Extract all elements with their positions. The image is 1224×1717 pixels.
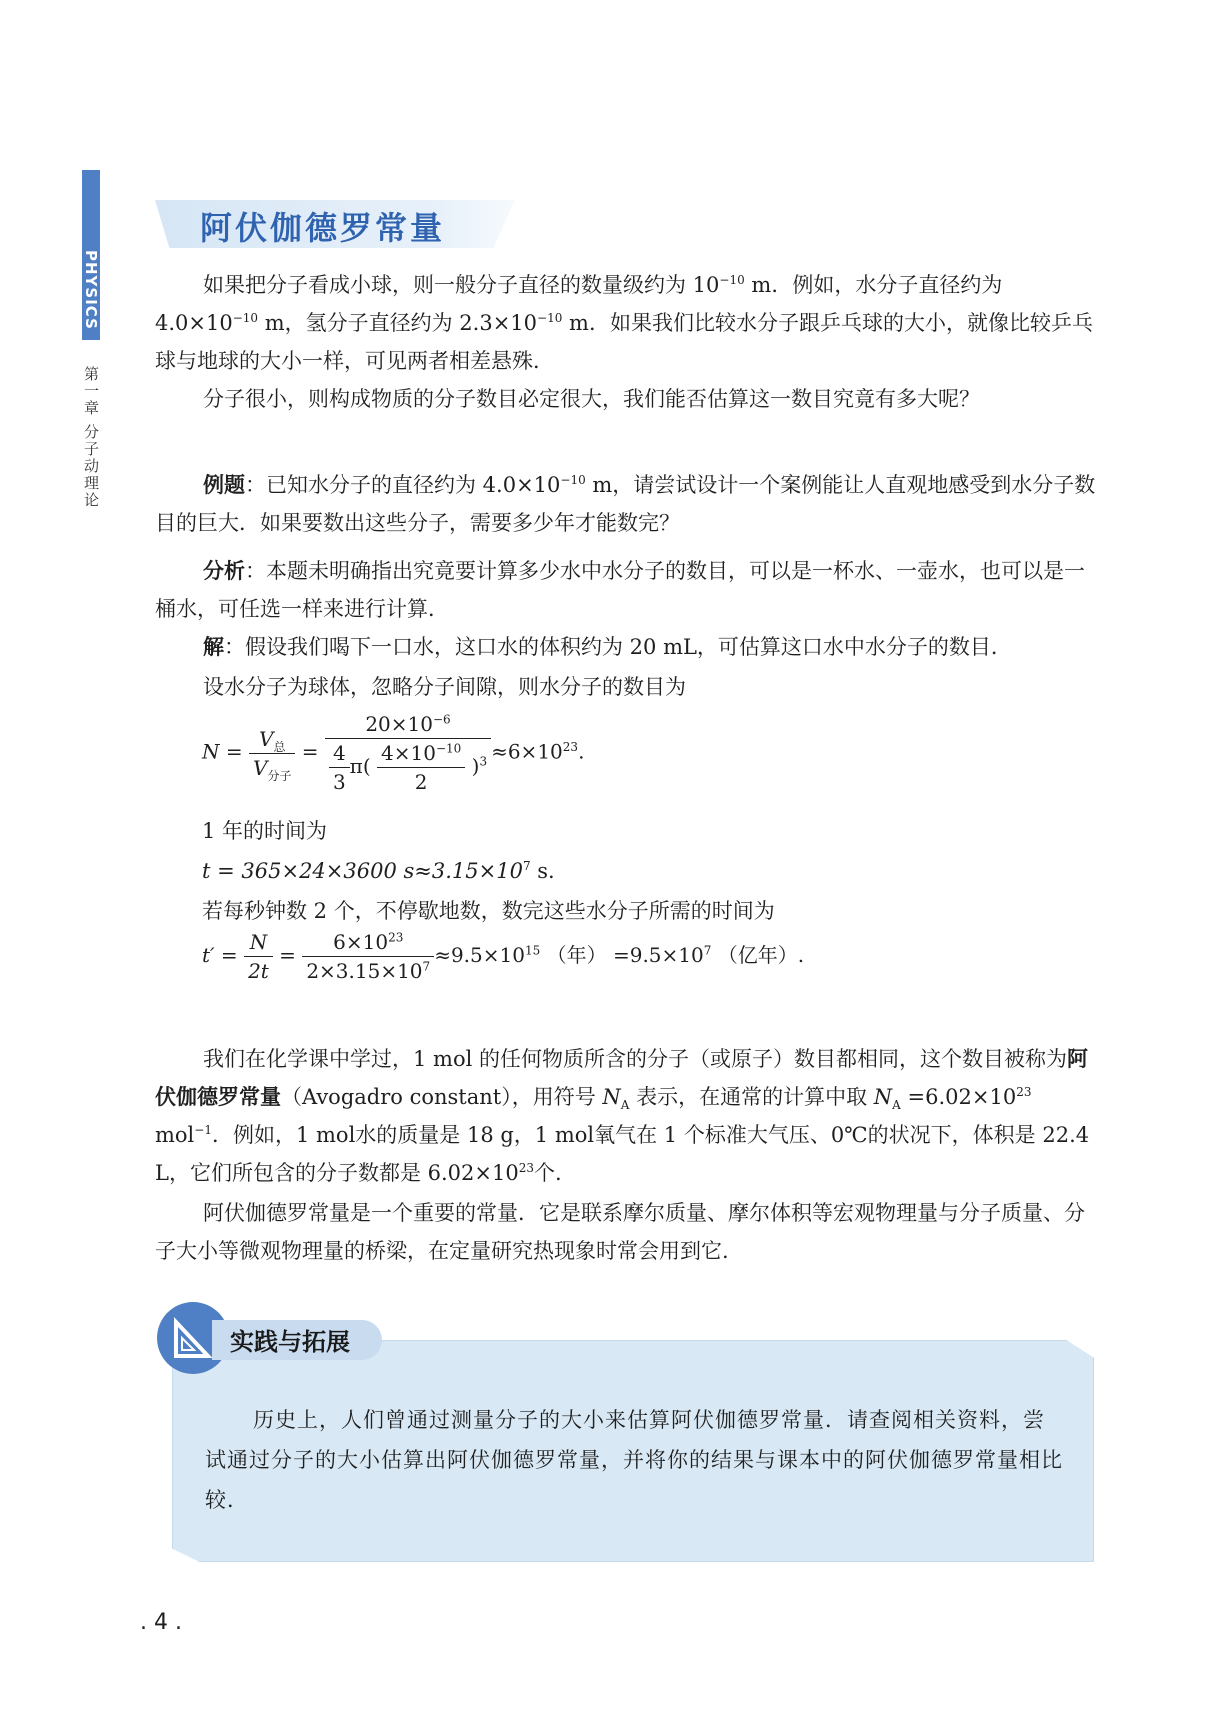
example-analysis: 分析：本题未明确指出究竟要计算多少水中水分子的数目，可以是一杯水、一壶水，也可以是一桶水，可任选一样来进行计算． [155,559,1085,621]
analysis-label: 分析 [203,559,245,583]
example-label: 例题 [203,473,245,497]
intro-paragraph-1: 如果把分子看成小球，则一般分子直径的数量级约为 $10^{-10}$ m．例如，水分子直径约为 $4.0\times 10^{-10}$ m，氢分子直径约为 $2.3\times 10^{-10}$ m．如果我们比较水分子跟乒乓球的大小，就像比较乒乓球与地球的大小一样，可见两者相差悬殊． [155,273,1093,373]
sidebar-brand: PHYSICS [82,250,100,330]
intro-paragraph-2: 分子很小，则构成物质的分子数目必定很大，我们能否估算这一数目究竟有多大呢？ [203,387,980,411]
example-solution-1: 解：假设我们喝下一口水，这口水的体积约为 20 mL，可估算这口水中水分子的数目． [203,635,1012,659]
practice-label: 实践与拓展 [230,1328,350,1356]
solution-label: 解 [203,635,224,659]
avogadro-paragraph-1: 我们在化学课中学过，1 mol 的任何物质所含的分子（或原子）数目都相同，这个数目被称为阿伏伽德罗常量（Avogadro constant），用符号 $N_A$ 表示，在通常的计算中取 $N_A =6.02\times 10^{23}$ mol$^{-1}$．例如，1 mol水的质量是 18 g，1 mol氧气在 1 个标准大气压、0℃的状况下，体积是 22.4 L，它们所包含的分子数都是 $6.02\times 10^{23}$个. [155,1047,1090,1185]
practice-text: 历史上，人们曾通过测量分子的大小来估算阿伏伽德罗常量．请查阅相关资料，尝试通过分子的大小估算出阿伏伽德罗常量，并将你的结果与课本中的阿伏伽德罗常量相比较． [205,1408,1063,1512]
triangle-ruler-icon [170,1316,214,1360]
avogadro-paragraph-2: 阿伏伽德罗常量是一个重要的常量．它是联系摩尔质量、摩尔体积等宏观物理量与分子质量、分子大小等微观物理量的桥梁，在定量研究热现象时常会用到它. [155,1201,1085,1263]
example-solution-2: 设水分子为球体，忽略分子间隙，则水分子的数目为 [203,675,686,699]
chapter-label: 第一章 分子动理论 [82,366,100,509]
page-number: . 4 . [140,1610,182,1635]
equation-one-year: t = 365×24×3600 $s\approx 3.15\times 10^7$ s. [202,859,555,883]
equation-molecule-count: N = $\frac{V_总}{V_{分子}}$ = $20\times 10^{-6}$ $\frac{4}{3}$ π( $\frac{4\times 10^{-10}}{2}$ )$^3$ $\approx 6\times 10^{23}$. [202,712,585,794]
equation-count-time: t′ = $\frac{N}{2t}$ = $\frac{6\times 10^{23}}{2\times 3.15\times 10^7}$ $\approx 9.5\times 10^{15}$ （年） $=9.5\times 10^7$ （亿年）. [202,930,805,983]
avogadro-term: 阿伏伽德罗常量 [155,1047,1088,1109]
section-title: 阿伏伽德罗常量 [200,209,446,247]
year-text: 1 年的时间为 [202,819,328,843]
example-question: 例题：已知水分子的直径约为 $4.0\times 10^{-10}$ m，请尝试设计一个案例能让人直观地感受到水分子数目的巨大．如果要数出这些分子，需要多少年才能数完？ [155,473,1096,535]
count-text: 若每秒钟数 2 个，不停歇地数，数完这些水分子所需的时间为 [202,899,775,923]
